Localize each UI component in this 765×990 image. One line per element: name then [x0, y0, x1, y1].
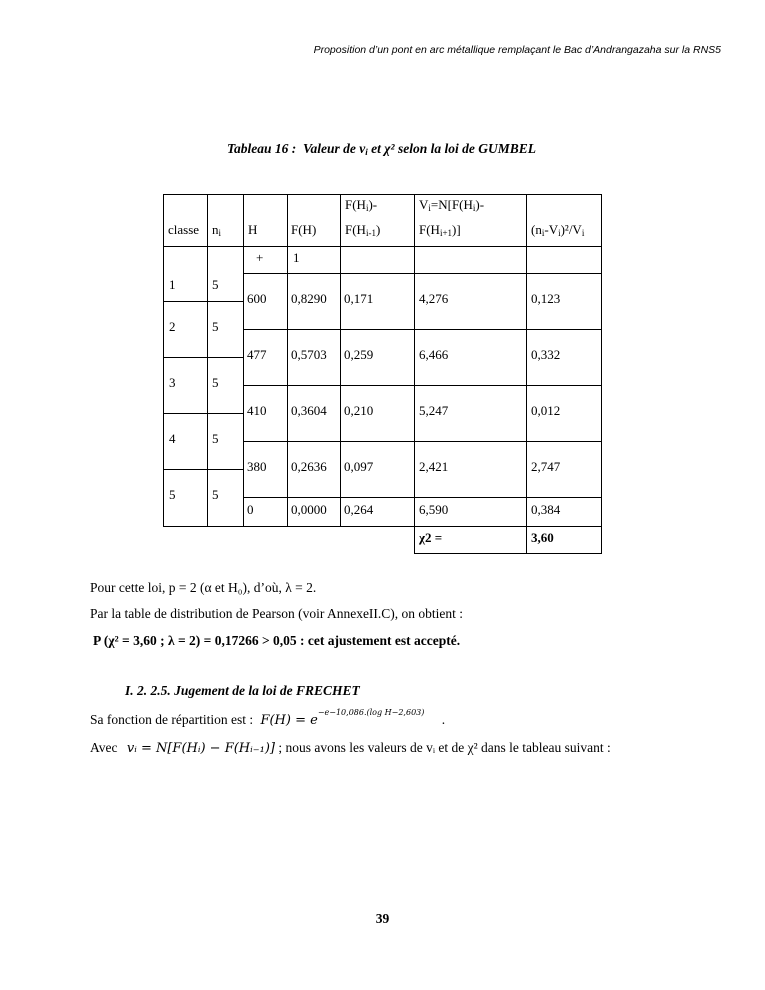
- table-rule: [243, 329, 602, 330]
- cell-fh: 0,3604: [291, 403, 327, 418]
- paragraph-distribution-function: Sa fonction de répartition est : $F(H) = e^{-e-10,086.(log H-2,603)}$ .: [90, 708, 446, 728]
- cell-chi-term: 0,012: [531, 403, 561, 418]
- table-rule: [340, 194, 341, 527]
- cell-vi: 6,466: [419, 347, 449, 362]
- cell-classe: 2: [169, 319, 176, 334]
- header-vi: $V_i=N[F(H_i)-$: [419, 197, 485, 213]
- running-header: Proposition d’un pont en arc métallique remplaçant le Bac d’Andrangazaha sur la RNS5: [313, 44, 721, 56]
- cell-classe: 3: [169, 375, 176, 390]
- table-rule: [163, 413, 243, 414]
- cell-delta-f: 0,264: [344, 502, 374, 517]
- cell-vi: 6,590: [419, 502, 449, 517]
- cell-h: 477: [247, 347, 267, 362]
- section-heading: I. 2. 2.5. Jugement de la loi de FRECHET: [125, 683, 360, 698]
- cell-h: 0: [247, 502, 254, 517]
- table-caption: Tableau 16 : Valeur de $v_i$ et χ² selon la loi de GUMBEL: [227, 141, 536, 157]
- page-number: 39: [375, 911, 390, 926]
- header-delta-f: $F(H_i)-$: [345, 197, 378, 213]
- cell-h: 600: [247, 291, 267, 306]
- table-rule: [526, 194, 527, 554]
- cell-h: 410: [247, 403, 267, 418]
- table-rule: [207, 194, 208, 527]
- cell-fh: 0,2636: [291, 459, 327, 474]
- cell-fh: 0,5703: [291, 347, 327, 362]
- cell-fh: 0,8290: [291, 291, 327, 306]
- header-h: H: [248, 222, 258, 237]
- cell-ni: 5: [212, 277, 219, 292]
- header-vi-line2: $F(H_{i+1})$]: [419, 222, 461, 238]
- table-rule: [243, 441, 602, 442]
- table-border-right: [601, 194, 602, 554]
- frechet-formula: $F(H) = e^{-e-10,086.(log H-2,603)}$: [260, 708, 425, 728]
- cell-h-top: +: [256, 250, 264, 265]
- table-rule: [163, 357, 243, 358]
- cell-chi-term: 0,123: [531, 291, 561, 306]
- cell-chi-term: 0,332: [531, 347, 561, 362]
- cell-ni: 5: [212, 431, 219, 446]
- header-chi-term: $(n_i-V_i)^2/V_i$: [531, 222, 585, 238]
- header-ni: $n_i$: [212, 222, 222, 238]
- chi-square-value: 3,60: [531, 530, 554, 545]
- table-rule: [414, 194, 415, 554]
- table-rule: [243, 385, 602, 386]
- table-rule: [163, 246, 602, 247]
- table-border-bottom: [414, 553, 602, 554]
- table-rule: [243, 497, 602, 498]
- table-rule: [163, 469, 243, 470]
- cell-ni: 5: [212, 487, 219, 502]
- cell-ni: 5: [212, 375, 219, 390]
- cell-classe: 5: [169, 487, 176, 502]
- cell-ni: 5: [212, 319, 219, 334]
- cell-vi: 2,421: [419, 459, 449, 474]
- header-fh: F(H): [291, 222, 317, 237]
- paragraph-parameters: Pour cette loi, p = 2 (α et H₀), d’où, λ = 2.: [90, 580, 317, 595]
- cell-classe: 4: [169, 431, 176, 446]
- paragraph-pearson: Par la table de distribution de Pearson (voir AnnexeII.C), on obtient :: [90, 606, 464, 621]
- cell-vi: 5,247: [419, 403, 449, 418]
- vi-formula: vᵢ = N[F(Hᵢ) − F(Hᵢ₋₁)]: [126, 741, 275, 756]
- table-rule: [163, 526, 602, 527]
- table-rule: [287, 194, 288, 527]
- chi-square-label: χ2 =: [419, 530, 443, 545]
- cell-vi: 4,276: [419, 291, 449, 306]
- cell-delta-f: 0,097: [344, 459, 374, 474]
- cell-classe: 1: [169, 277, 176, 292]
- table-rule: [243, 194, 244, 527]
- cell-chi-term: 2,747: [531, 459, 561, 474]
- cell-delta-f: 0,259: [344, 347, 374, 362]
- header-classe: classe: [168, 222, 200, 237]
- paragraph-result: P (χ² = 3,60 ; λ = 2) = 0,17266 > 0,05 : cet ajustement est accepté.: [93, 633, 461, 648]
- cell-delta-f: 0,171: [344, 291, 374, 306]
- table-border-left: [163, 194, 164, 527]
- cell-fh-top: 1: [293, 250, 300, 265]
- cell-delta-f: 0,210: [344, 403, 374, 418]
- paragraph-vi-definition: Avec vᵢ = N[F(Hᵢ) − F(Hᵢ₋₁)] ; nous avons les valeurs de vᵢ et de χ² dans le tableau suivant :: [90, 740, 611, 756]
- table-rule: [163, 301, 243, 302]
- cell-chi-term: 0,384: [531, 502, 561, 517]
- cell-fh: 0,0000: [291, 502, 327, 517]
- header-delta-f-line2: $F(H_{i-1})$: [345, 222, 381, 238]
- table-rule: [243, 273, 602, 274]
- table-border-top: [163, 194, 602, 195]
- cell-h: 380: [247, 459, 267, 474]
